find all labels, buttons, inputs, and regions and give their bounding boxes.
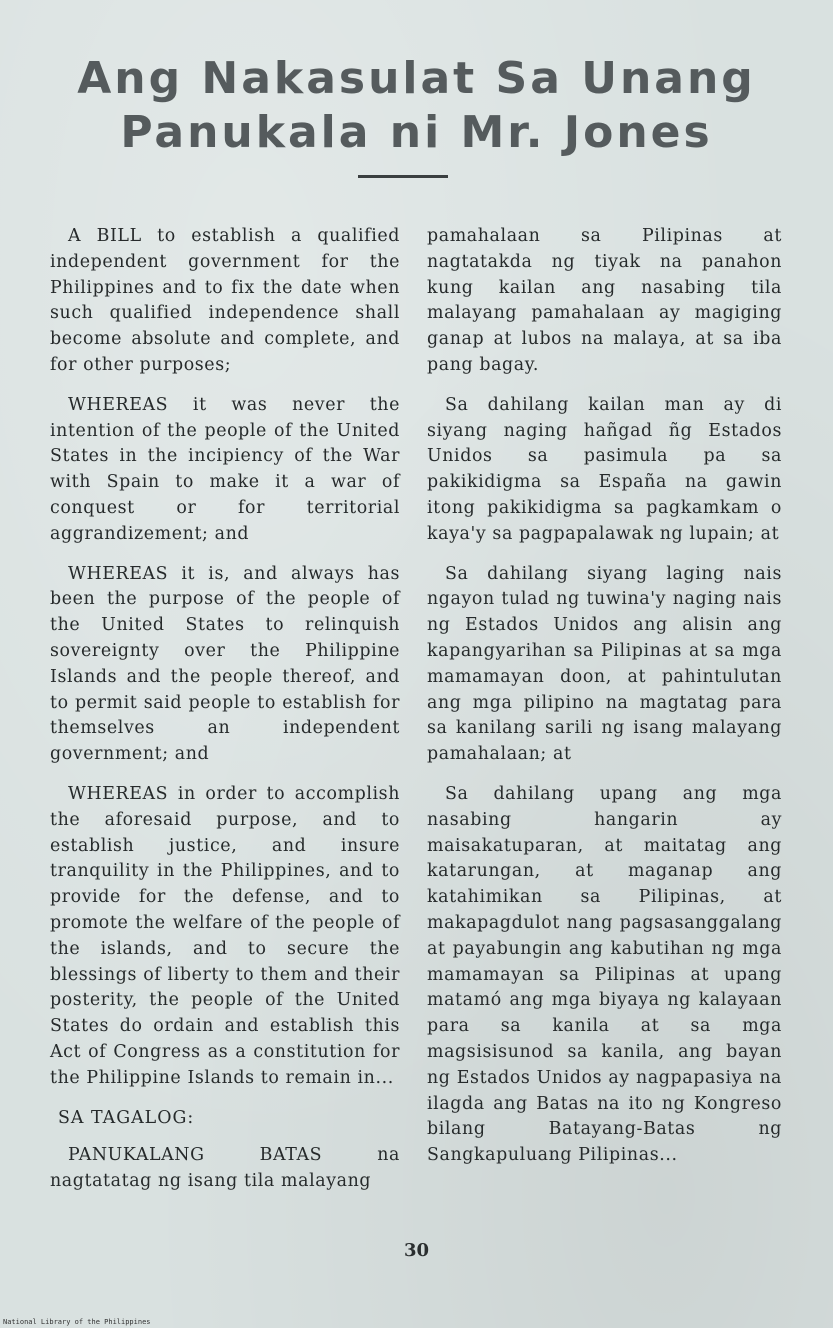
title-line-1: Ang Nakasulat Sa Unang: [77, 53, 756, 104]
tagalog-whereas-paragraph-2: Sa dahilang siyang laging nais ngayon tulad ng tuwina'y naging nais ng Estados Unidos ang alisin ang kapangyarihan sa Pilipinas at sa mga mamamayan doon, at pahintulutan ang mga pilipino na magtatag para sa kanilang sarili ng isang malayang pamahalaan; at: [427, 563, 782, 765]
title-line-2: Panukala ni Mr. Jones: [120, 107, 713, 158]
source-credit: National Library of the Philippines: [3, 1318, 151, 1326]
whereas-paragraph-1: WHEREAS it was never the intention of the people of the United States in the incipiency of the War with Spain to make it a war of conquest or for territorial aggrandizement; and: [50, 394, 400, 544]
tagalog-subheading: SA TAGALOG:: [58, 1107, 195, 1128]
right-column: [427, 224, 782, 1183]
article-title: [0, 52, 833, 160]
tagalog-intro-paragraph: PANUKALANG BATAS na nagtatatag ng isang tila malayang: [50, 1145, 400, 1192]
whereas-paragraph-3: WHEREAS in order to accomplish the aforesaid purpose, and to establish justice, and insure tranquility in the Philippines, and to provide for the defense, and to promote the welfare of the people of the islands, and to secure the blessings of liberty to them and their posterity, the people of the United States do ordain and establish this Act of Congress as a constitution for the Philippine Islands to remain in...: [50, 783, 400, 1088]
page-number: 30: [403, 1240, 430, 1261]
tagalog-whereas-paragraph-1: Sa dahilang kailan man ay di siyang naging hañgad ñg Estados Unidos sa pasimula pa sa pakikidigma sa España na gawin itong pakikidigma sa pagkamkam o kaya'y sa pagpapalawak ng lupain; at: [427, 394, 782, 544]
tagalog-whereas-paragraph-3: Sa dahilang upang ang mga nasabing hangarin ay maisakatuparan, at maitatag ang katarungan, at maganap ang katahimikan sa Pilipinas, at makapagdulot nang pagsasanggalang at payabungin ang kabutihan ng mga mamamayan sa Pilipinas at upang matamó ang mga biyaya ng kalayaan para sa kanila at sa mga magsisisunod sa kanila, ang bayan ng Estados Unidos ay nagpapasiya na ilagda ang Batas na ito ng Kongreso bilang Batayang-Batas ng Sangkapuluang Pilipinas...: [427, 783, 782, 1166]
bill-intro-paragraph: A BILL to establish a qualified independent government for the Philippines and to fix the date when such qualified independence shall become absolute and complete, and for other purposes;: [50, 226, 400, 375]
title-divider: [358, 175, 448, 178]
left-column: [50, 224, 400, 1209]
tagalog-continuation-paragraph: pamahalaan sa Pilipinas at nagtatakda ng tiyak na panahon kung kailan ang nasabing tila malayang pamahalaan ay magiging ganap at lubos na malaya, at sa iba pang bagay.: [427, 226, 782, 375]
whereas-paragraph-2: WHEREAS it is, and always has been the purpose of the people of the United States to relinquish sovereignty over the Philippine Islands and the people thereof, and to permit said people to establish for themselves an independent government; and: [50, 563, 400, 765]
